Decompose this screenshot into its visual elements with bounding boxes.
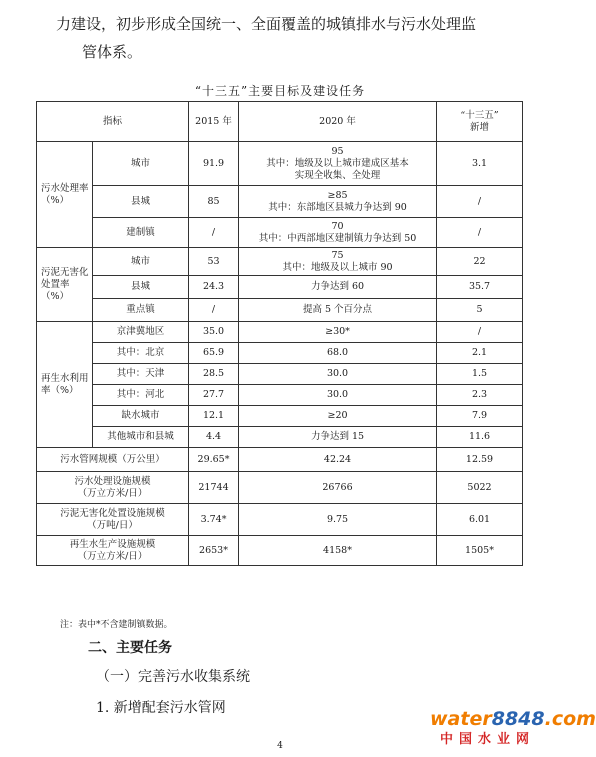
scale-label — [37, 472, 189, 504]
value-2020-line: 实现全收集、全处理 — [294, 169, 381, 181]
scale-label-line: 污泥无害化处置设施规模 — [60, 507, 165, 519]
table-header — [37, 102, 523, 142]
value-added: / — [437, 186, 523, 218]
value-2020 — [239, 142, 437, 186]
sub-indicator: 京津冀地区 — [93, 322, 189, 343]
table-row — [37, 276, 523, 299]
intro-line-2: 管体系。 — [82, 43, 143, 61]
watermark-text-a: water — [430, 708, 492, 730]
sub-indicator: 县城 — [93, 276, 189, 299]
intro-line-1: 力建设，初步形成全国统一、全面覆盖的城镇排水与污水处理监 — [56, 15, 477, 33]
scale-label-line: （万吨/日） — [87, 519, 138, 531]
value-2020-line: 70 — [331, 220, 344, 232]
section-heading: 二、主要任务 — [88, 640, 172, 656]
value-2015: / — [189, 299, 239, 322]
group-label: 污水处理率（%） — [37, 142, 93, 248]
value-2020 — [239, 343, 437, 364]
header-indicator: 指标 — [37, 102, 189, 142]
intro-paragraph — [56, 10, 516, 66]
value-2020-line: ≥30* — [325, 326, 350, 337]
value-2015: 2653* — [189, 536, 239, 566]
value-2020 — [239, 248, 437, 276]
sub-indicator: 其他城市和县城 — [93, 427, 189, 448]
value-2015: 53 — [189, 248, 239, 276]
value-2020: 26766 — [239, 472, 437, 504]
table-row — [37, 472, 523, 504]
value-2020-line: 其中：地级及以上城市 90 — [282, 261, 393, 273]
value-2020-line: 30.0 — [326, 368, 349, 379]
group-label: 再生水利用率（%） — [37, 322, 93, 448]
table-row — [37, 364, 523, 385]
value-2015: 65.9 — [189, 343, 239, 364]
value-2020 — [239, 276, 437, 299]
targets-table — [36, 101, 523, 566]
table-row — [37, 322, 523, 343]
table-row — [37, 299, 523, 322]
value-2015: 27.7 — [189, 385, 239, 406]
header-2020: 2020 年 — [239, 102, 437, 142]
value-added: 2.1 — [437, 343, 523, 364]
item-heading: 1. 新增配套污水管网 — [96, 700, 226, 716]
value-2015: 24.3 — [189, 276, 239, 299]
table-row — [37, 142, 523, 186]
value-2020-line: 30.0 — [326, 389, 349, 400]
table-row — [37, 427, 523, 448]
value-2020-line: 其中：中西部地区建制镇力争达到 50 — [258, 232, 417, 244]
table-row — [37, 406, 523, 427]
scale-label — [37, 504, 189, 536]
watermark-text-b: 8848 — [491, 708, 545, 730]
value-added: 35.7 — [437, 276, 523, 299]
page-number: 4 — [277, 741, 283, 751]
value-2020-line: 力争达到 15 — [310, 431, 365, 442]
header-added — [437, 102, 523, 142]
group-label: 污泥无害化处置率（%） — [37, 248, 93, 322]
value-2020-line: 95 — [331, 145, 344, 157]
table-row — [37, 504, 523, 536]
value-2015: 35.0 — [189, 322, 239, 343]
value-2020 — [239, 385, 437, 406]
watermark-domain — [430, 708, 596, 730]
table-row — [37, 536, 523, 566]
value-added: 1.5 — [437, 364, 523, 385]
value-2020-line: 提高 5 个百分点 — [302, 304, 373, 315]
value-added: / — [437, 218, 523, 248]
value-2020 — [239, 406, 437, 427]
sub-indicator: 建制镇 — [93, 218, 189, 248]
value-2020: 4158* — [239, 536, 437, 566]
table-title: “十三五”主要目标及建设任务 — [194, 84, 366, 98]
value-2020 — [239, 299, 437, 322]
scale-label-line: 污水管网规模（万公里） — [60, 453, 165, 465]
subsection-heading: （一）完善污水收集系统 — [96, 669, 250, 685]
scale-label-line: 污水处理设施规模 — [74, 475, 151, 487]
scale-label-line: （万立方米/日） — [77, 550, 148, 562]
value-added: 11.6 — [437, 427, 523, 448]
table-note: 注：表中*不含建制镇数据。 — [60, 620, 173, 630]
value-2020 — [239, 322, 437, 343]
value-2015: 85 — [189, 186, 239, 218]
table-row — [37, 448, 523, 472]
value-added: 5 — [437, 299, 523, 322]
value-added: 7.9 — [437, 406, 523, 427]
value-2020-line: 其中：东部地区县城力争达到 90 — [268, 201, 407, 213]
value-2020-line: 75 — [331, 249, 344, 261]
table-row — [37, 248, 523, 276]
sub-indicator: 其中：北京 — [93, 343, 189, 364]
value-2020-line: 68.0 — [326, 347, 349, 358]
sub-indicator: 其中：天津 — [93, 364, 189, 385]
sub-indicator: 县城 — [93, 186, 189, 218]
value-2015: 91.9 — [189, 142, 239, 186]
value-2020: 42.24 — [239, 448, 437, 472]
value-2020 — [239, 186, 437, 218]
scale-label — [37, 448, 189, 472]
value-2020-line: 其中：地级及以上城市建成区基本 — [266, 157, 409, 169]
table-row — [37, 218, 523, 248]
value-added: 12.59 — [437, 448, 523, 472]
sub-indicator: 重点镇 — [93, 299, 189, 322]
value-2020 — [239, 427, 437, 448]
scale-label — [37, 536, 189, 566]
value-added: 6.01 — [437, 504, 523, 536]
value-2015: 28.5 — [189, 364, 239, 385]
value-added: 22 — [437, 248, 523, 276]
value-2015: 29.65* — [189, 448, 239, 472]
value-2020-line: 力争达到 60 — [310, 281, 365, 292]
sub-indicator: 其中：河北 — [93, 385, 189, 406]
value-added: 3.1 — [437, 142, 523, 186]
table-body — [37, 142, 523, 566]
value-added: 1505* — [437, 536, 523, 566]
value-added: / — [437, 322, 523, 343]
value-2020 — [239, 364, 437, 385]
header-added-line-1: “十三五” — [460, 109, 499, 121]
value-added: 5022 — [437, 472, 523, 504]
sub-indicator: 城市 — [93, 142, 189, 186]
table-row — [37, 385, 523, 406]
watermark-logo — [430, 708, 596, 756]
value-2015: 21744 — [189, 472, 239, 504]
value-2015: / — [189, 218, 239, 248]
value-2015: 12.1 — [189, 406, 239, 427]
value-2020-line: ≥85 — [327, 189, 348, 201]
value-2015: 4.4 — [189, 427, 239, 448]
table-row — [37, 343, 523, 364]
value-2020: 9.75 — [239, 504, 437, 536]
table-row — [37, 186, 523, 218]
header-added-line-2: 新增 — [470, 121, 490, 133]
watermark-cn: 中国水业网 — [440, 732, 536, 747]
sub-indicator: 缺水城市 — [93, 406, 189, 427]
value-added: 2.3 — [437, 385, 523, 406]
value-2020-line: ≥20 — [327, 410, 348, 421]
scale-label-line: （万立方米/日） — [77, 487, 148, 499]
watermark-text-c: .com — [544, 708, 596, 730]
value-2020 — [239, 218, 437, 248]
sub-indicator: 城市 — [93, 248, 189, 276]
header-2015: 2015 年 — [189, 102, 239, 142]
scale-label-line: 再生水生产设施规模 — [69, 538, 156, 550]
value-2015: 3.74* — [189, 504, 239, 536]
